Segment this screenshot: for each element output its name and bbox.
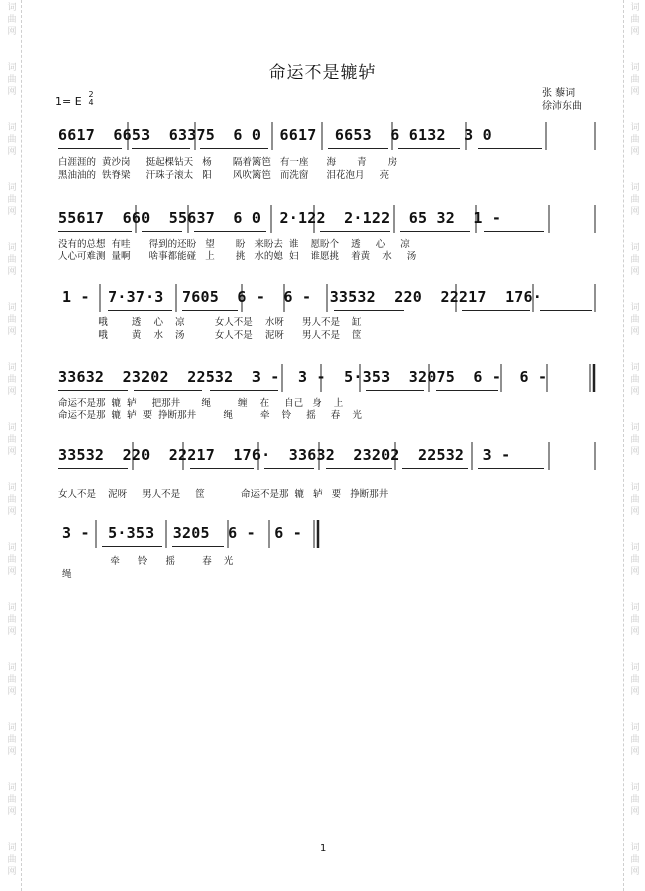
lyrics-line-3-verse-1: 哦 透 心 凉 女人不是 水呀 男人不是 缸 [62, 317, 362, 328]
watermark: 词 曲 网 [7, 123, 17, 157]
watermark: 词 曲 网 [630, 123, 640, 157]
beam [326, 468, 392, 469]
watermark: 词 曲 网 [7, 783, 17, 817]
watermark: 词 曲 网 [630, 783, 640, 817]
watermark: 词 曲 网 [630, 63, 640, 97]
beam [58, 468, 128, 469]
beam [58, 231, 132, 232]
beam [328, 148, 388, 149]
beam [334, 310, 404, 311]
time-signature-top: 2 [88, 90, 94, 99]
beam [320, 231, 390, 232]
lyrics-line-1-verse-1: 白涯涯的 黄沙岗 挺起棵钻天 杨 隔着篱笆 有一座 海 青 房 [58, 157, 398, 168]
beam [398, 148, 460, 149]
key-signature: 1= E [55, 95, 82, 108]
beam [540, 310, 592, 311]
beam [478, 468, 544, 469]
beam [58, 148, 122, 149]
beam [436, 390, 498, 391]
beam [194, 231, 266, 232]
watermark: 词 曲 网 [7, 303, 17, 337]
watermark: 词 曲 网 [630, 423, 640, 457]
beam [484, 231, 544, 232]
watermark: 词 曲 网 [630, 183, 640, 217]
notes-line-6: 3 - 5·353 3205 6 - 6 - [62, 524, 302, 542]
watermark: 词 曲 网 [630, 243, 640, 277]
watermark: 词 曲 网 [630, 843, 640, 877]
lyrics-line-4-verse-2: 命运不是那 辘 轳 要 挣断那井 绳 牵 铃 摇 春 光 [58, 410, 362, 421]
beam [102, 546, 162, 547]
beam [172, 546, 224, 547]
beam [190, 468, 254, 469]
watermark: 词 曲 网 [630, 543, 640, 577]
page-number: 1 [320, 843, 327, 854]
watermark: 词 曲 网 [7, 483, 17, 517]
watermark: 词 曲 网 [630, 363, 640, 397]
watermark: 词 曲 网 [630, 603, 640, 637]
lyrics-line-2-verse-2: 人心可难测 量啊 啥事都能碰 上 挑 水的媳 妇 谁愿挑 着黄 水 汤 [58, 251, 417, 262]
beam [400, 231, 470, 232]
time-signature [87, 91, 95, 107]
lyrics-line-5-verse-1: 女人不是 泥呀 男人不是 筐 命运不是那 辘 轳 要 挣断那井 [58, 489, 389, 500]
beam [132, 148, 190, 149]
beam [142, 231, 182, 232]
beam [58, 390, 128, 391]
lyrics-line-4-verse-1: 命运不是那 辘 轳 把那井 绳 缠 在 自己 身 上 [58, 398, 344, 409]
watermark: 词 曲 网 [7, 723, 17, 757]
beam [108, 310, 172, 311]
notes-line-2: 55617 660 55637 6 0 2·122 2·122 65 32 1 - [58, 209, 502, 227]
beam [200, 148, 268, 149]
lyrics-line-3-verse-2: 哦 黄 水 汤 女人不是 泥呀 男人不是 筐 [62, 330, 362, 341]
watermark: 词 曲 网 [630, 303, 640, 337]
beam [264, 468, 314, 469]
beam [182, 310, 238, 311]
beam [210, 390, 278, 391]
watermark: 词 曲 网 [7, 363, 17, 397]
notes-line-3: 1 - 7·37·3 7605 6 - 6 - 33532 220 22217 176· [62, 288, 542, 306]
lyricist-credit: 张 藜词 [542, 88, 576, 99]
watermark: 词 曲 网 [7, 843, 17, 877]
watermark: 词 曲 网 [7, 3, 17, 37]
beam [134, 390, 202, 391]
lyrics-line-2-verse-1: 没有的总想 有哇 得到的还盼 望 盼 来盼去 谁 愿盼个 透 心 凉 [58, 239, 410, 250]
lyrics-line-1-verse-2: 黑油油的 铁脊梁 汗珠子滚太 阳 风吹篱笆 而洗窗 泪花泡月 亮 [58, 170, 390, 181]
watermark: 词 曲 网 [630, 663, 640, 697]
beam [462, 310, 530, 311]
composer-credit: 徐沛东曲 [542, 101, 582, 112]
lyrics-line-6-verse-2: 绳 [62, 569, 72, 580]
watermark: 词 曲 网 [630, 483, 640, 517]
lyrics-line-6-verse-1: 牵 铃 摇 春 光 [62, 556, 234, 567]
beam [478, 148, 542, 149]
watermark: 词 曲 网 [7, 63, 17, 97]
beam [366, 390, 424, 391]
watermark: 词 曲 网 [7, 243, 17, 277]
watermark: 词 曲 网 [7, 423, 17, 457]
watermark: 词 曲 网 [630, 3, 640, 37]
notes-line-5: 33532 220 22217 176· 33632 23202 22532 3 - [58, 446, 511, 464]
beam [402, 468, 468, 469]
notes-line-4: 33632 23202 22532 3 - 3 - 5·353 32075 6 - 6 - [58, 368, 548, 386]
watermark: 词 曲 网 [7, 543, 17, 577]
watermark: 词 曲 网 [630, 723, 640, 757]
notes-line-1: 6617 6653 63375 6 0 6617 6653 6 6132 3 0 [58, 126, 492, 144]
watermark: 词 曲 网 [7, 663, 17, 697]
watermark: 词 曲 网 [7, 603, 17, 637]
song-title: 命运不是辘轳 [268, 63, 377, 83]
time-signature-bottom: 4 [88, 98, 94, 107]
watermark: 词 曲 网 [7, 183, 17, 217]
